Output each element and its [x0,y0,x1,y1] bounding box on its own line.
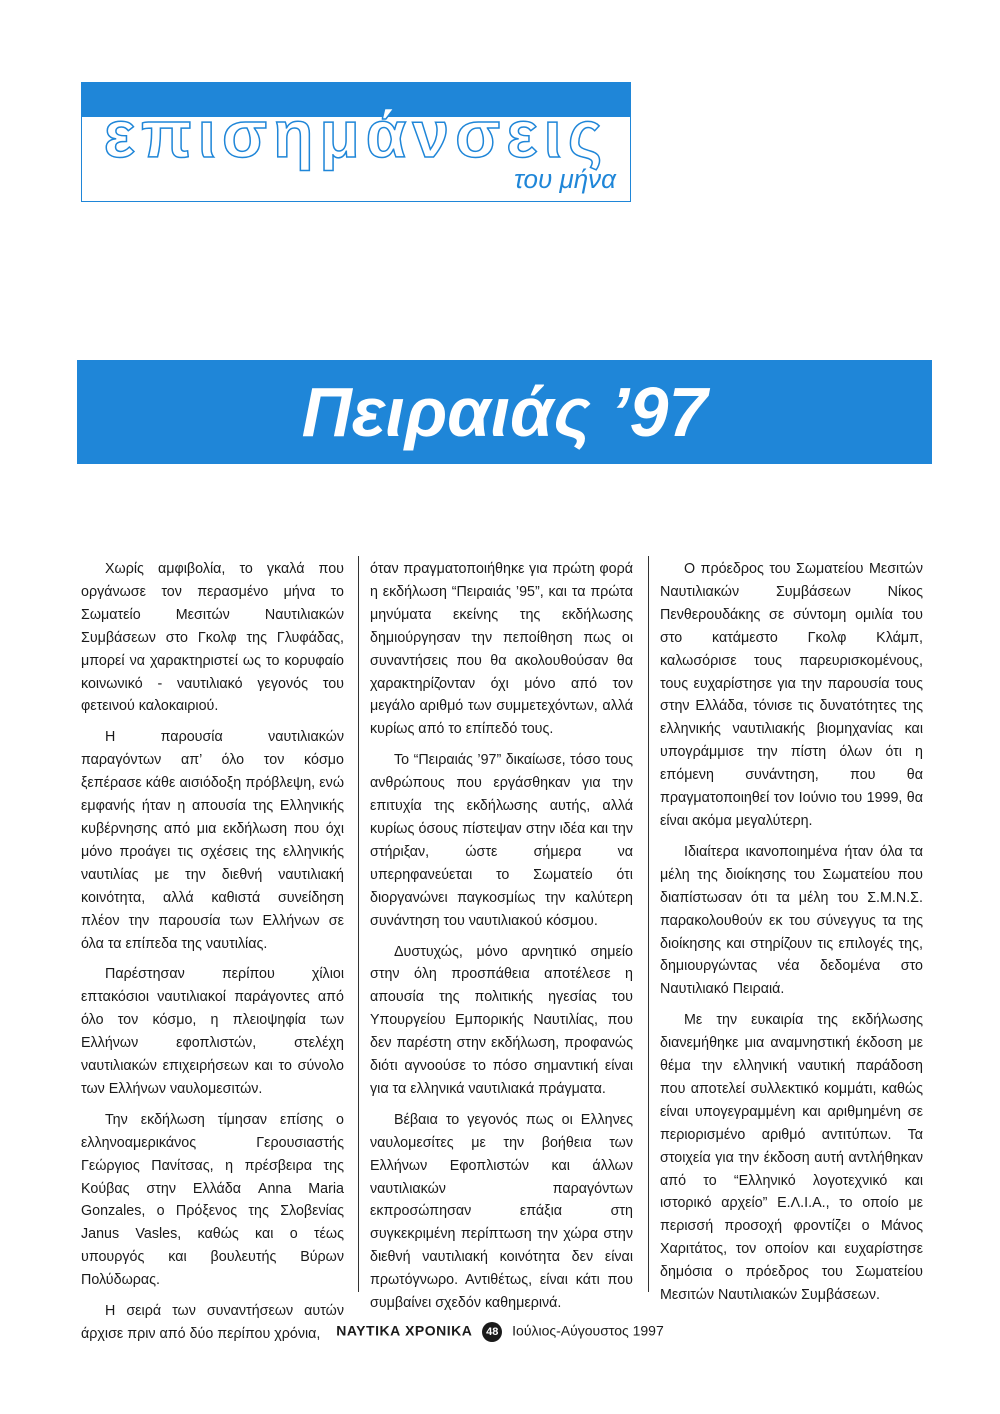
column-divider [648,556,649,1292]
section-subtitle: του μήνα [514,164,616,194]
paragraph: Παρέστησαν περίπου χίλιοι επτακόσιοι ναυτιλιακοί παράγοντες από όλο τον κόσμο, η πλειοψηφία των Ελλήνων εφοπλιστών, στελέχη ναυτιλιακών επιχειρήσεων και το σύνολο των Ελλήνων ναυλομεσιτών. [81,966,344,1097]
paragraph: Ιδιαίτερα ικανοποιημένα ήταν όλα τα μέλη της διοίκησης του Σωματείου που διαπίστωσαν ότι τα μέλη του Σ.Μ.Ν.Σ. παρακολουθούν εκ του σύνεγγυς τα της διοίκησης και στηρίζουν τις επιλογές της, δημιουργώντας νέα δεδομένα στο Ναυτιλιακό Πειραιά. [660,843,923,998]
page-number: 48 [482,1322,502,1342]
column-divider [358,556,359,1292]
section-title: επισημάνσεις [103,97,609,171]
article-column-1 [81,558,344,1354]
article-title-banner [77,360,932,464]
article-title: Πειραιάς ’97 [301,373,708,451]
paragraph: Ο πρόεδρος του Σωματείου Μεσιτών Ναυτιλιακών Συμβάσεων Νίκος Πενθερουδάκης σε σύντομη ομιλία του στο κατάμεστο Γκολφ Κλάμπ, καλωσόρισε τους παρευρισκομένους, τους ευχαρίστησε για την παρουσία τους στην Ελλάδα, τόνισε τις δυνατότητες της ελληνικής ναυτιλιακής βιομηχανίας και υπογράμμισε την πίστη όλων ότι η επόμενη συνάντηση, που θα πραγματοποιηθεί τον Ιούνιο του 1999, θα είναι ακόμα μεγαλύτερη. [660,561,923,829]
paragraph: Χωρίς αμφιβολία, το γκαλά που οργάνωσε τον περασμένο μήνα το Σωματείο Μεσιτών Ναυτιλιακών Συμβάσεων στο Γκολφ της Γλυφάδας, μπορεί να χαρακτηριστεί ως το κορυφαίο κοινωνικό - ναυτιλιακό γεγονός του φετεινού καλοκαιριού. [81,561,344,715]
paragraph: Η παρουσία ναυτιλιακών παραγόντων απ’ όλο τον κόσμο ξεπέρασε κάθε αισιόδοξη πρόβλεψη, ενώ εμφανής ήταν η απουσία της Ελληνικής κυβέρνησης από μια εκδήλωση που όχι μόνο προάγει τις σχέσεις της ελληνικής ναυτιλίας με την διεθνή ναυτιλιακή κοινότητα, αλλά καθιστά συνείδηση πλέον την παρουσία των Ελλήνων σε όλα τα επίπεδα της ναυτιλίας. [81,729,344,952]
paragraph: Την εκδήλωση τίμησαν επίσης ο ελληνοαμερικάνος Γερουσιαστής Γεώργιος Πανίτσας, η πρέσβειρα της Κούβας στην Ελλάδα Anna Maria Gonzales, ο Πρόξενος της Σλοβενίας Janus Vasles, καθώς και ο τέως υπουργός και βουλευτής Βύρων Πολύδωρας. [81,1111,344,1289]
paragraph: Με την ευκαιρία της εκδήλωσης διανεμήθηκε μια αναμνηστική έκδοση με θέμα την ελληνική ναυτική παράδοση που αποτελεί συλλεκτικό κομμάτι, καθώς είναι υπογεγραμμένη και αριθμημένη σε περιορισμένο αριθμό αντιτύπων. Τα στοιχεία για την έκδοση αυτή αντλήθηκαν από το “Ελληνικό λογοτεχνικό και ιστορικό αρχείο” Ε.Λ.Ι.Α., το οποίο με περισσή προσοχή φροντίζει ο Μάνος Χαριτάτος, τον οποίον και ευχαρίστησε δημόσια ο πρόεδρος του Σωματείου Μεσιτών Ναυτιλιακών Συμβάσεων. [660,1012,923,1304]
paragraph: Η σειρά των συναντήσεων αυτών άρχισε πριν από δύο περίπου χρόνια, [81,1303,344,1342]
publication-name: ΝΑΥΤΙΚΑ ΧΡΟΝΙΚΑ [336,1322,473,1339]
article-column-3 [660,558,923,1315]
paragraph: Βέβαια το γεγονός πως οι Ελληνες ναυλομεσίτες με την βοήθεια των Ελλήνων Εφοπλιστών και άλλων ναυτιλιακών παραγόντων εκπροσώπησαν επάξια στη συγκεκριμένη περίπτωση την χώρα στην διεθνή ναυτιλιακή κοινότητα δεν είναι πρωτόγνωρο. Αντιθέτως, είναι κάτι που συμβαίνει σχεδόν καθημερινά. [370,1111,633,1312]
paragraph: όταν πραγματοποιήθηκε για πρώτη φορά η εκδήλωση “Πειραιάς ’95”, και τα πρώτα μηνύματα εκείνης της εκδήλωσης δημιούργησαν την πεποίθηση πως οι συναντήσεις που θα ακολουθούσαν θα χαρακτηρίζονταν όχι μόνο από τον μεγάλο αριθμό των συμμετεχόντων, αλλά κυρίως από το επίπεδό τους. [370,561,633,738]
page-footer [0,1322,1000,1342]
issue-date: Ιούλιος-Αύγουστος 1997 [512,1322,664,1339]
paragraph: Το “Πειραιάς ’97” δικαίωσε, τόσο τους ανθρώπους που εργάσθηκαν για την επιτυχία της εκδήλωσης αυτής, αλλά κυρίως όσους πίστεψαν στην ιδέα και την στήριξαν, ώστε σήμερα να υπερηφανεύεται το Σωματείο ότι διοργανώνει παγκοσμίως την καλύτερη συνάντηση του ναυτιλιακού κόσμου. [370,752,633,929]
section-badge [81,82,631,202]
paragraph: Δυστυχώς, μόνο αρνητικό σημείο στην όλη προσπάθεια αποτέλεσε η απουσία της πολιτικής ηγεσίας του Υπουργείου Εμπορικής Ναυτιλίας, που δεν παρέστη στην εκδήλωση, προφανώς διότι αγνοούσε το πόσο σημαντική είναι για τα ελληνικά ναυτιλιακά πράγματα. [370,943,633,1097]
article-column-2 [370,558,633,1323]
